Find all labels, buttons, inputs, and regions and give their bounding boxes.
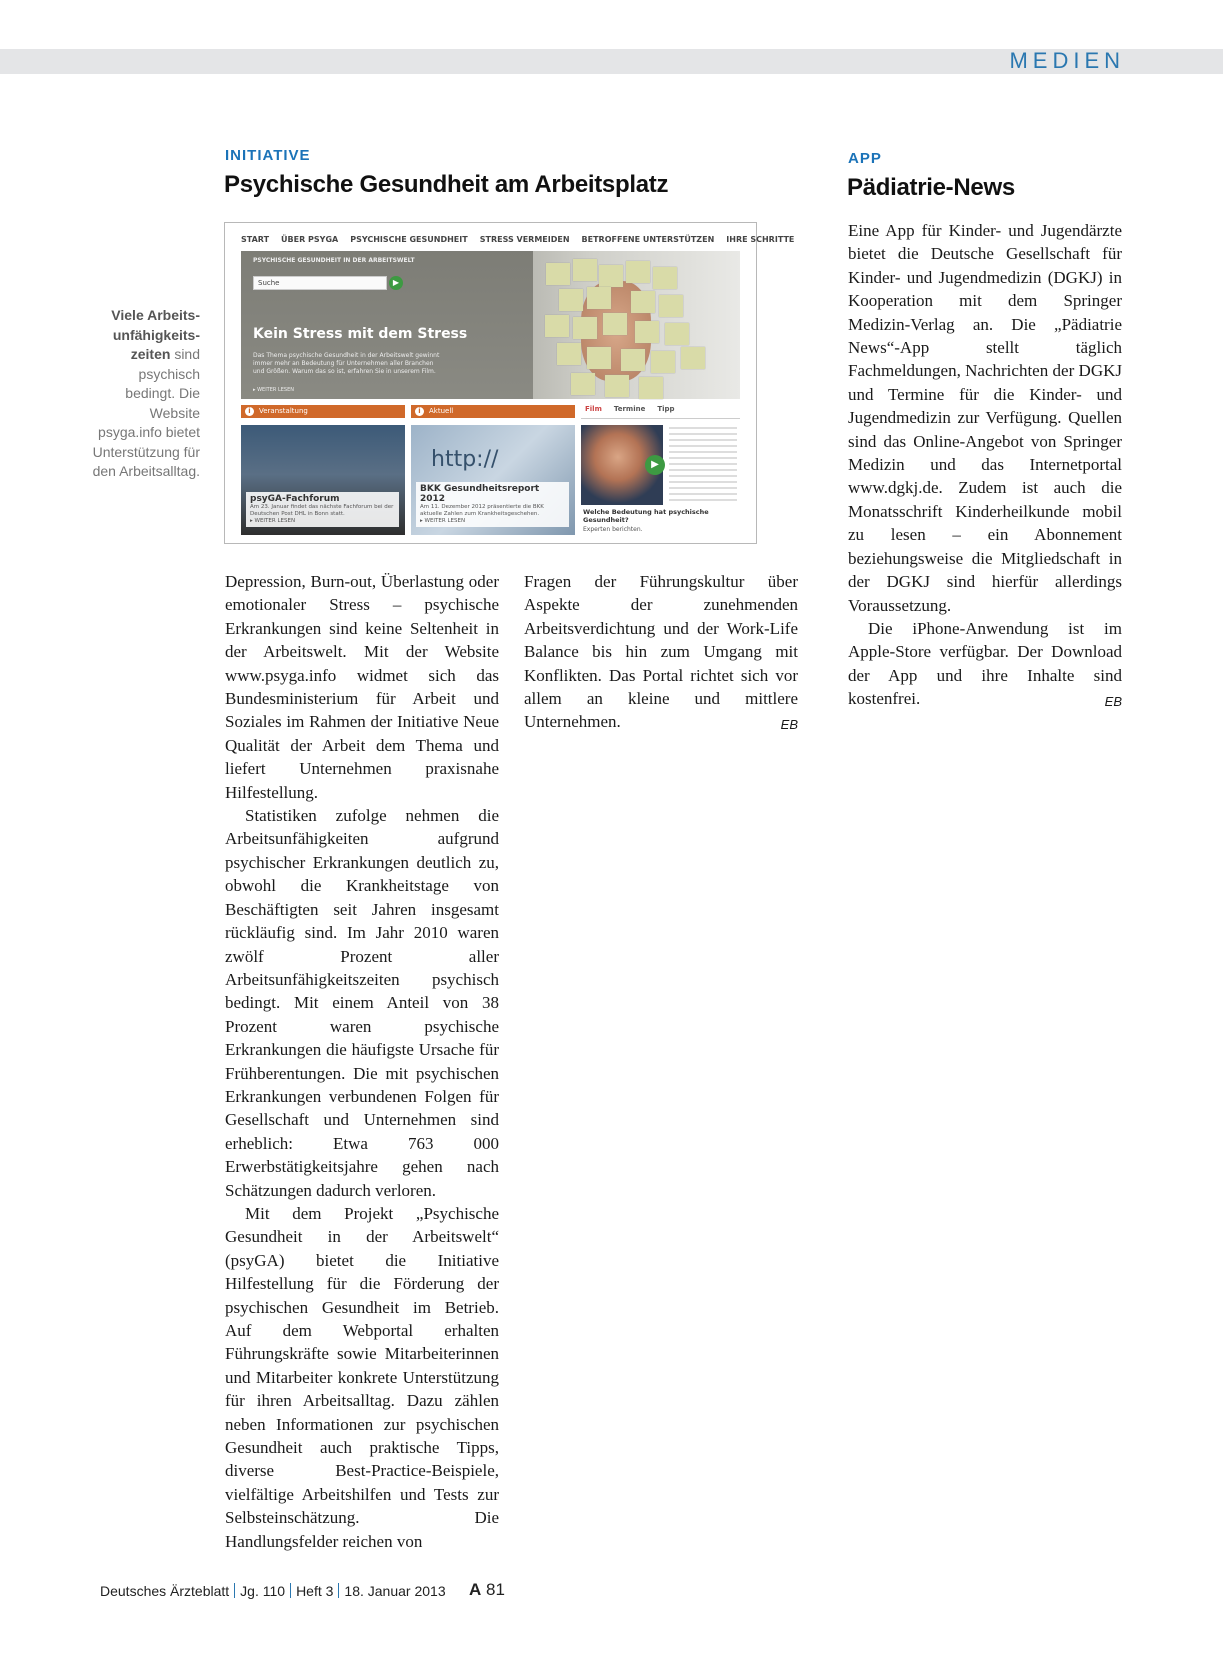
page-number: A 81 bbox=[469, 1580, 505, 1599]
article1-column-2 bbox=[524, 570, 798, 737]
tab-termine: Termine bbox=[613, 405, 646, 413]
footer bbox=[100, 1583, 446, 1599]
article2-headline: Pädiatrie-News bbox=[847, 174, 1015, 201]
tile-header: i Veranstaltung bbox=[241, 405, 405, 418]
section-label: MEDIEN bbox=[1009, 48, 1125, 73]
article2-signature: EB bbox=[1104, 694, 1122, 710]
article2-paragraph: Eine App für Kinder- und Jugendärzte bietet die Deutsche Gesellschaft für Kinder- und Jugendmedizin (DGKJ) in Kooperation mit dem Springer Medizin-Verlag an. Die „Pädiatrie News“-App stellt täglich Fachmeldungen, Nachrichten der DGKJ und Termine für die Kinder- und Jugendmedizin zur Verfügung. Quellen sind das Online-Angebot von Springer Medizin und das Internetportal www.dgkj.de. Zudem ist auch die Monatsschrift Kinderheilkunde mobil zu lesen – ein Abonnement beziehungsweise die Mitgliedschaft in der DGKJ sind hierfür allerdings Voraussetzung. bbox=[848, 221, 1122, 615]
hero-panel bbox=[241, 251, 533, 399]
info-icon: i bbox=[245, 407, 254, 416]
nav-item: IHRE SCHRITTE bbox=[726, 235, 795, 244]
tile-caption: BKK Gesundheitsreport 2012 Am 11. Dezember 2012 präsentierte die BKK aktuelle Zahlen zum Krankheitsgeschehen. ▸ WEITER LESEN bbox=[416, 482, 569, 527]
article1-headline: Psychische Gesundheit am Arbeitsplatz bbox=[224, 171, 669, 198]
article2-paragraph-last: Die iPhone-Anwendung ist im Apple-Store verfügbar. Der Download der App und ihre Inhalte sind kostenfrei. EB bbox=[848, 617, 1122, 711]
play-icon: ▶ bbox=[645, 455, 665, 475]
psyga-website-screenshot bbox=[224, 222, 795, 544]
url-text: http:// bbox=[431, 447, 499, 472]
image-caption bbox=[88, 306, 200, 482]
screenshot-search-input: Suche bbox=[253, 276, 387, 290]
article1-signature: EB bbox=[780, 717, 798, 733]
url-photo bbox=[411, 425, 575, 535]
tile-header: i Aktuell bbox=[411, 405, 575, 418]
film-text: Experten berichten. bbox=[583, 526, 643, 533]
screenshot-hero bbox=[241, 251, 740, 399]
footer-volume: Jg. 110 bbox=[240, 1583, 286, 1599]
article2-kicker: APP bbox=[848, 150, 882, 167]
nav-item: ÜBER PSYGA bbox=[281, 235, 339, 244]
article2-column bbox=[848, 219, 1122, 714]
screenshot-nav bbox=[241, 235, 795, 244]
hero-subtitle: PSYCHISCHE GESUNDHEIT IN DER ARBEITSWELT bbox=[253, 257, 415, 264]
tile-tabs bbox=[581, 405, 740, 419]
footer-journal: Deutsches Ärzteblatt bbox=[100, 1583, 230, 1599]
article1-paragraph-part1: Mit dem Projekt „Psychische Gesundheit in der Arbeitswelt“ (psyGA) bietet die Initiative Hilfestellung für die Förderung der psychischen Gesundheit im Betrieb. Auf dem Webportal erhalten Führungskräfte sowie Mitarbeiterinnen und Mitarbeiter konkrete Unterstützung für ihren Arbeitsalltag. Dazu zählen neben Informationen zur psychischen Gesundheit auch praktische Tipps, diverse Best-Practice-Beispiele, vielfältige Arbeitshilfen und Tests zur Selbsteinschätzung. Die Handlungsfelder reichen von bbox=[225, 1203, 499, 1551]
hero-text: Das Thema psychische Gesundheit in der Arbeitswelt gewinnt immer mehr an Bedeutung für Unternehmen aller Branchen und Größen. Warum das so ist, erfahren Sie in unserem Film. bbox=[253, 352, 440, 375]
play-icon: ▶ bbox=[389, 276, 403, 290]
caption-text: sind psychisch bedingt. Die Website psyga.info bietet Unterstützung für den Arbeitsalltag. bbox=[92, 346, 200, 479]
nav-item: START bbox=[241, 235, 270, 244]
footer-date: 18. Januar 2013 bbox=[344, 1583, 446, 1599]
hero-more-link: ▸ WEITER LESEN bbox=[253, 387, 294, 393]
tab-film: Film bbox=[585, 405, 602, 413]
panel-photo bbox=[241, 425, 405, 535]
nav-item: BETROFFENE UNTERSTÜTZEN bbox=[581, 235, 715, 244]
tile-veranstaltung bbox=[241, 405, 405, 535]
text-lines bbox=[669, 427, 737, 503]
tile-caption: psyGA-Fachforum Am 23. Januar findet das nächste Fachforum bei der Deutschen Post DHL in Bonn statt. ▸ WEITER LESEN bbox=[246, 492, 399, 527]
article1-kicker: INITIATIVE bbox=[225, 147, 311, 164]
tile-aktuell bbox=[411, 405, 575, 535]
article1-paragraph: Statistiken zufolge nehmen die Arbeitsunfähigkeiten aufgrund psychischer Erkrankungen deutlich zu, obwohl die Krankheitstage von Beschäftigten seit Jahren insgesamt rückläufig sind. Im Jahr 2010 waren zwölf Prozent aller Arbeitsunfähigkeitszeiten psychisch bedingt. Mit einem Anteil von 38 Prozent waren psychische Erkrankungen die häufigste Ursache für Frühberentungen. Die mit psychischen Erkrankungen verbundenen Folgen für Gesellschaft und Unternehmen sind erheblich: Etwa 763 000 Erwerbstätigkeitsjahre gehen nach Schätzungen dadurch verloren. bbox=[225, 806, 499, 1200]
article1-paragraph-part2: Fragen der Führungskultur über Aspekte der zunehmenden Arbeitsverdichtung und der Work-Life Balance bis hin zum Umgang mit Konflikten. Das Portal richtet sich vor allem an kleine und mittlere Unternehmen. EB bbox=[524, 570, 798, 734]
tile-film bbox=[581, 405, 740, 535]
film-title: Welche Bedeutung hat psychische Gesundheit? bbox=[583, 508, 709, 524]
info-icon: i bbox=[415, 407, 424, 416]
caption-bold: Viele Arbeits-unfähigkeits-zeiten bbox=[111, 307, 200, 362]
article1-paragraph: Depression, Burn-out, Überlastung oder emotionaler Stress – psychische Erkrankungen sind keine Seltenheit in der Arbeitswelt. Mit der Website www.psyga.info widmet sich das Bundesministerium für Arbeit und Soziales im Rahmen der Initiative Neue Qualität der Arbeit dem Thema und liefert Unternehmen praxisnahe Hilfestellung. bbox=[225, 572, 499, 802]
footer-issue: Heft 3 bbox=[296, 1583, 334, 1599]
tab-tipp: Tipp bbox=[657, 405, 675, 413]
nav-item: PSYCHISCHE GESUNDHEIT bbox=[350, 235, 468, 244]
article1-column-1 bbox=[225, 570, 499, 1553]
nav-item: STRESS VERMEIDEN bbox=[479, 235, 570, 244]
hero-title: Kein Stress mit dem Stress bbox=[253, 326, 468, 342]
